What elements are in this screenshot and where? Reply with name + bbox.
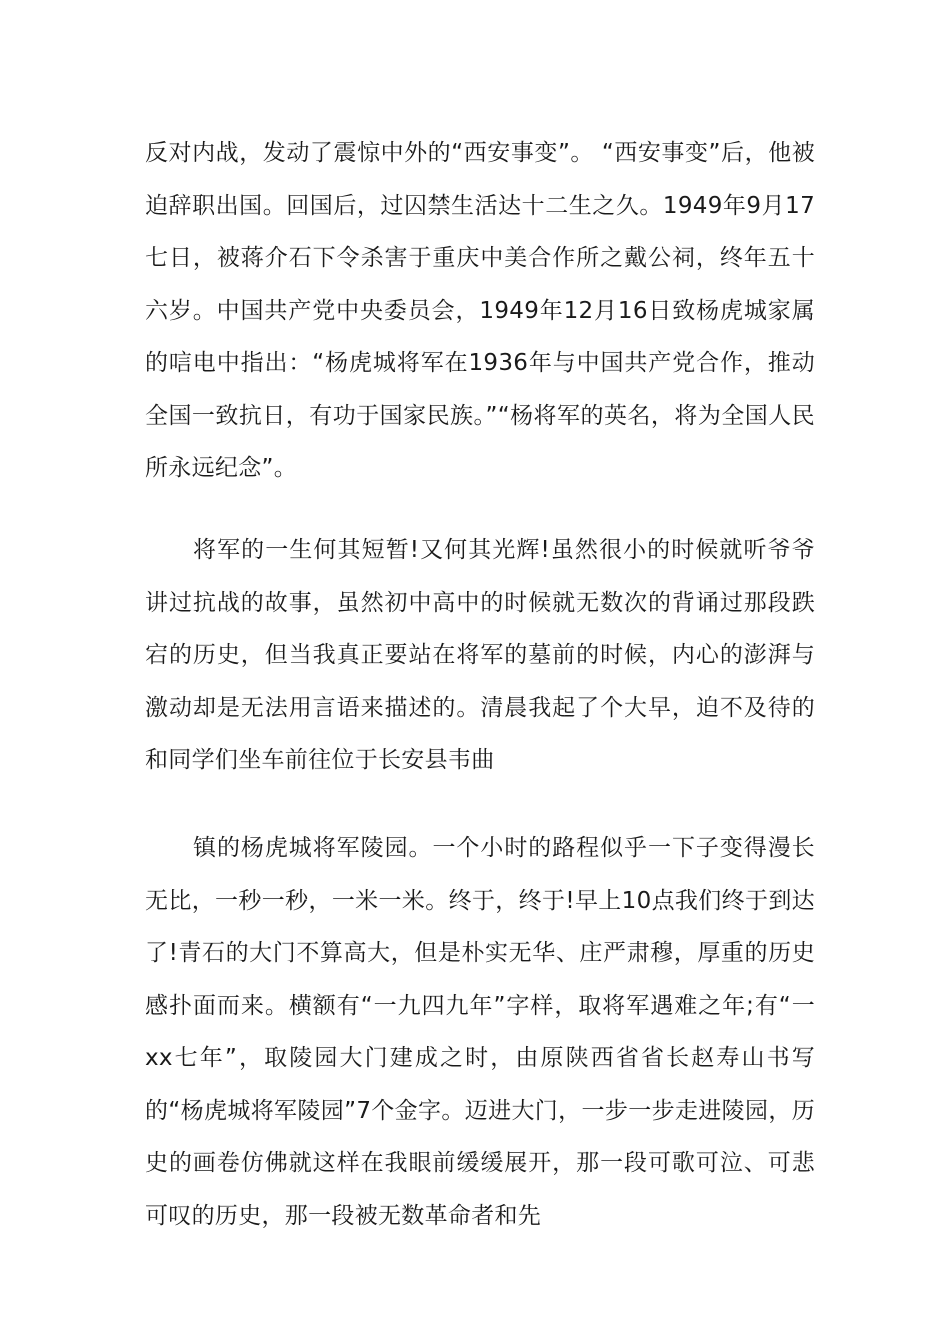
paragraph-3: 镇的杨虎城将军陵园。一个小时的路程似乎一下子变得漫长无比，一秒一秒，一米一米。终于，终于!早上10点我们终于到达了!青石的大门不算高大，但是朴实无华、庄严肃穆，厚重的历史感扑面而来。横额有“一九四九年”字样，取将军遇难之年;有“一xx七年”，取陵园大门建成之时，由原陕西省省长赵寿山书写的“杨虎城将军陵园”7个金字。迈进大门，一步一步走进陵园，历史的画卷仿佛就这样在我眼前缓缓展开，那一段可歌可泣、可悲可叹的历史，那一段被无数革命者和先: [145, 835, 815, 1229]
paragraph-1: 反对内战，发动了震惊中外的“西安事变”。 “西安事变”后，他被迫辞职出国。回国后，过囚禁生活达十二生之久。1949年9月17七日，被蒋介石下令杀害于重庆中美合作所之戴公祠，终年五十六岁。中国共产党中央委员会，1949年12月16日致杨虎城家属的唁电中指出：“杨虎城将军在1936年与中国共产党合作，推动全国一致抗日，有功于国家民族。”“杨将军的英名，将为全国人民所永远纪念”。: [145, 140, 815, 481]
paragraph-2: 将军的一生何其短暂!又何其光辉!虽然很小的时候就听爷爷讲过抗战的故事，虽然初中高中的时候就无数次的背诵过那段跌宕的历史，但当我真正要站在将军的墓前的时候，内心的澎湃与激动却是无法用言语来描述的。清晨我起了个大早，迫不及待的和同学们坐车前往位于长安县韦曲: [145, 537, 815, 773]
